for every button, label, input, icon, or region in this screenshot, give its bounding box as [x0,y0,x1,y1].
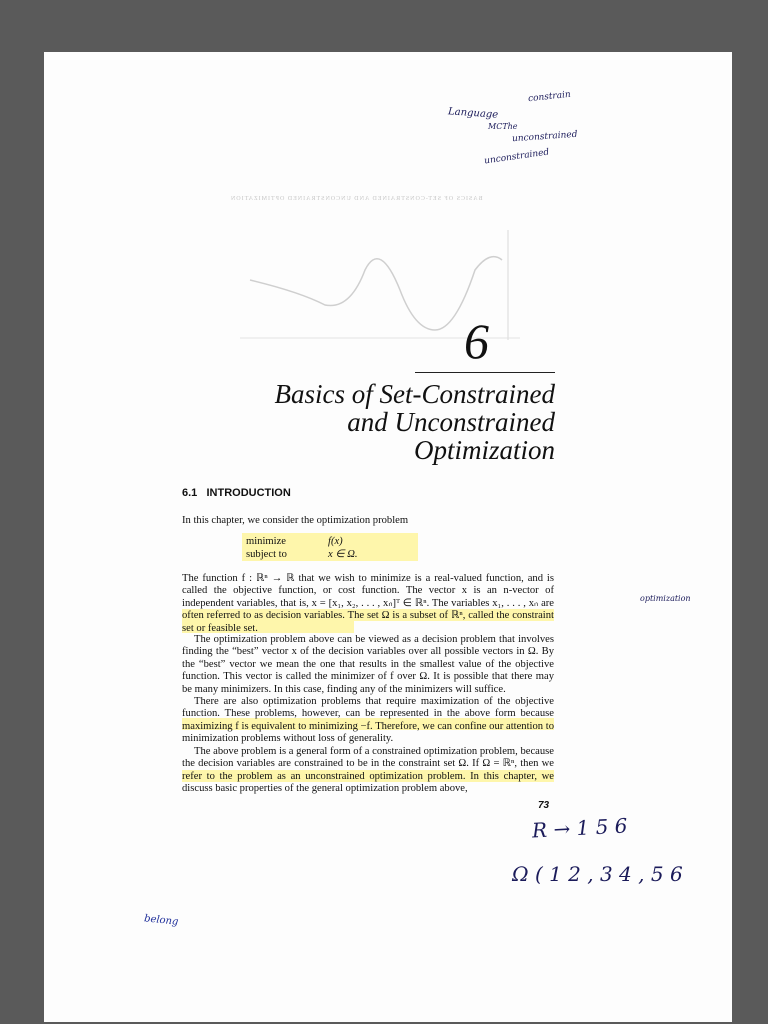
section-number: 6.1 [182,487,198,499]
handwritten-note: R → 1 5 6 [531,813,628,843]
handwritten-note: Language [447,106,499,121]
body-paragraph: The function f : ℝⁿ → ℝ that we wish to minimize is a real-valued function, and is called the objective function, or cost function. The vector x is an n-vector of independent variables, that is, x = [x₁, x₂, . . . , xₙ]ᵀ ∈ ℝⁿ. The variables x₁, . . . , xₙ are often referred to as decision variables. The set Ω is a subset of ℝⁿ, called the constraint set or feasible set. [182,573,554,634]
problem-expression: x ∈ Ω. [328,549,358,560]
bleed-through-text: BASICS OF SET-CONSTRAINED AND UNCONSTRAINED OPTIMIZATION [230,196,483,202]
page-number: 73 [538,800,550,811]
handwritten-note: Ω ( 1 2 , 3 4 , 5 6 [512,862,683,886]
handwritten-note: constrain [527,89,572,105]
section-heading [182,487,291,499]
intro-text: In this chapter, we consider the optimization problem [182,515,409,526]
handwritten-note: unconstrained [483,147,550,167]
handwritten-note: optimization [640,594,691,603]
chapter-title-line: Basics of Set-Constrained [274,379,555,409]
chapter-rule [415,372,555,373]
chapter-title [180,380,555,464]
problem-statement [246,535,446,561]
body-paragraph: The above problem is a general form of a constrained optimization problem, because the decision variables are constrained to be in the constraint set Ω. If Ω = ℝⁿ, then we refer to the problem as an unconstrained optimization problem. In this chapter, we discuss basic properties of the general optimization problem above, [182,746,554,795]
handwritten-note: unconstrained [511,129,578,145]
section-title: INTRODUCTION [206,487,291,499]
problem-expression: f(x) [328,536,343,547]
handwritten-note: MCThe [488,122,518,131]
chapter-number: 6 [464,313,489,369]
problem-label: minimize [246,536,287,547]
body-paragraph: The optimization problem above can be viewed as a decision problem that involves finding the “best” vector x of the decision variables over all possible vectors in Ω. By the “best” vector we mean the one that results in the smallest value of the objective function. This vector is called the minimizer of f over Ω. It is possible that there may be many minimizers. In this case, finding any of the minimizers will suffice. [182,634,554,695]
problem-label: subject to [246,549,287,560]
chapter-title-line: Optimization [413,435,555,465]
body-paragraph: There are also optimization problems that require maximization of the objective function. These problems, however, can be represented in the above form because maximizing f is equivalent to minimizing −f. Therefore, we can confine our attention to minimization problems without loss of generality. [182,696,554,745]
handwritten-note: belong [143,913,179,928]
chapter-title-line: and Unconstrained [347,407,555,437]
